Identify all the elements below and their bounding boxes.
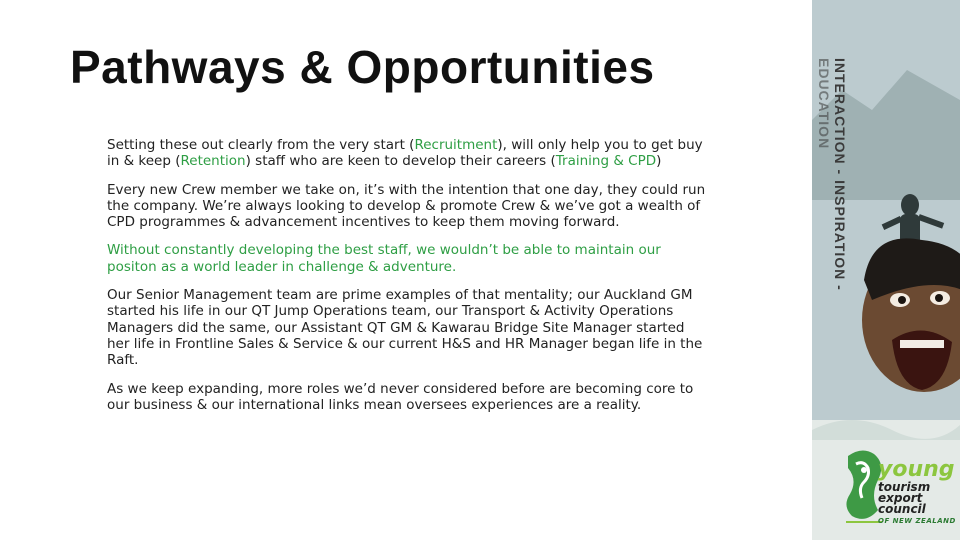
paragraph-text: Setting these out clearly from the very start ( xyxy=(107,137,415,153)
slide-body xyxy=(107,137,707,425)
paragraph-text: ) staff who are keen to develop their careers ( xyxy=(245,153,556,170)
logo-wordmark xyxy=(878,458,960,527)
vertical-tagline-line-2: EDUCATION xyxy=(816,58,832,150)
vertical-tagline xyxy=(816,58,848,388)
highlighted-text: Training & CPD xyxy=(555,153,657,170)
body-paragraph xyxy=(107,137,707,170)
paragraph-text: Every new Crew member we take on, it’s with the intention that one day, they could run the company. We’re always looking to develop & promote Crew & we’ve got a wealth of CPD programmes & advancement incentives to keep them moving forward. xyxy=(107,181,706,231)
paragraph-text: ), will only help you to get buy in & keep ( xyxy=(107,137,703,170)
paragraph-text: As we keep expanding, more roles we’d never considered before are becoming core to our business & our international links mean oversees experiences are a reality. xyxy=(107,380,694,413)
vertical-tagline-line-1: INTERACTION - INSPIRATION - xyxy=(832,58,848,291)
logo-word-council: council xyxy=(878,502,926,516)
paragraph-text: Our Senior Management team are prime examples of that mentality; our Auckland GM started his life in our QT Jump Operations team, our Transport & Activity Operations Managers did the same, our Assistant QT GM & Kawarau Bridge Site Manager started her life in Frontline Sales & Service & our current H&S and HR Manager began life in the Raft. xyxy=(107,287,703,369)
body-paragraph xyxy=(107,381,707,414)
body-paragraph xyxy=(107,287,707,368)
highlighted-text: Recruitment xyxy=(414,137,498,153)
page-title: Pathways & Opportunities xyxy=(70,41,655,93)
paragraph-text: ) xyxy=(656,153,662,170)
highlighted-text: Retention xyxy=(180,153,246,170)
highlighted-text: Without constantly developing the best staff, we wouldn’t be able to maintain our positon as a world leader in challenge & adventure. xyxy=(107,242,661,275)
body-paragraph xyxy=(107,182,707,231)
logo-tagline: OF NEW ZEALAND xyxy=(878,517,956,525)
body-paragraph xyxy=(107,242,707,275)
logo-word-export: export xyxy=(878,491,923,505)
logo-word-tourism: tourism xyxy=(878,480,931,494)
logo-word-young: young xyxy=(878,457,955,482)
